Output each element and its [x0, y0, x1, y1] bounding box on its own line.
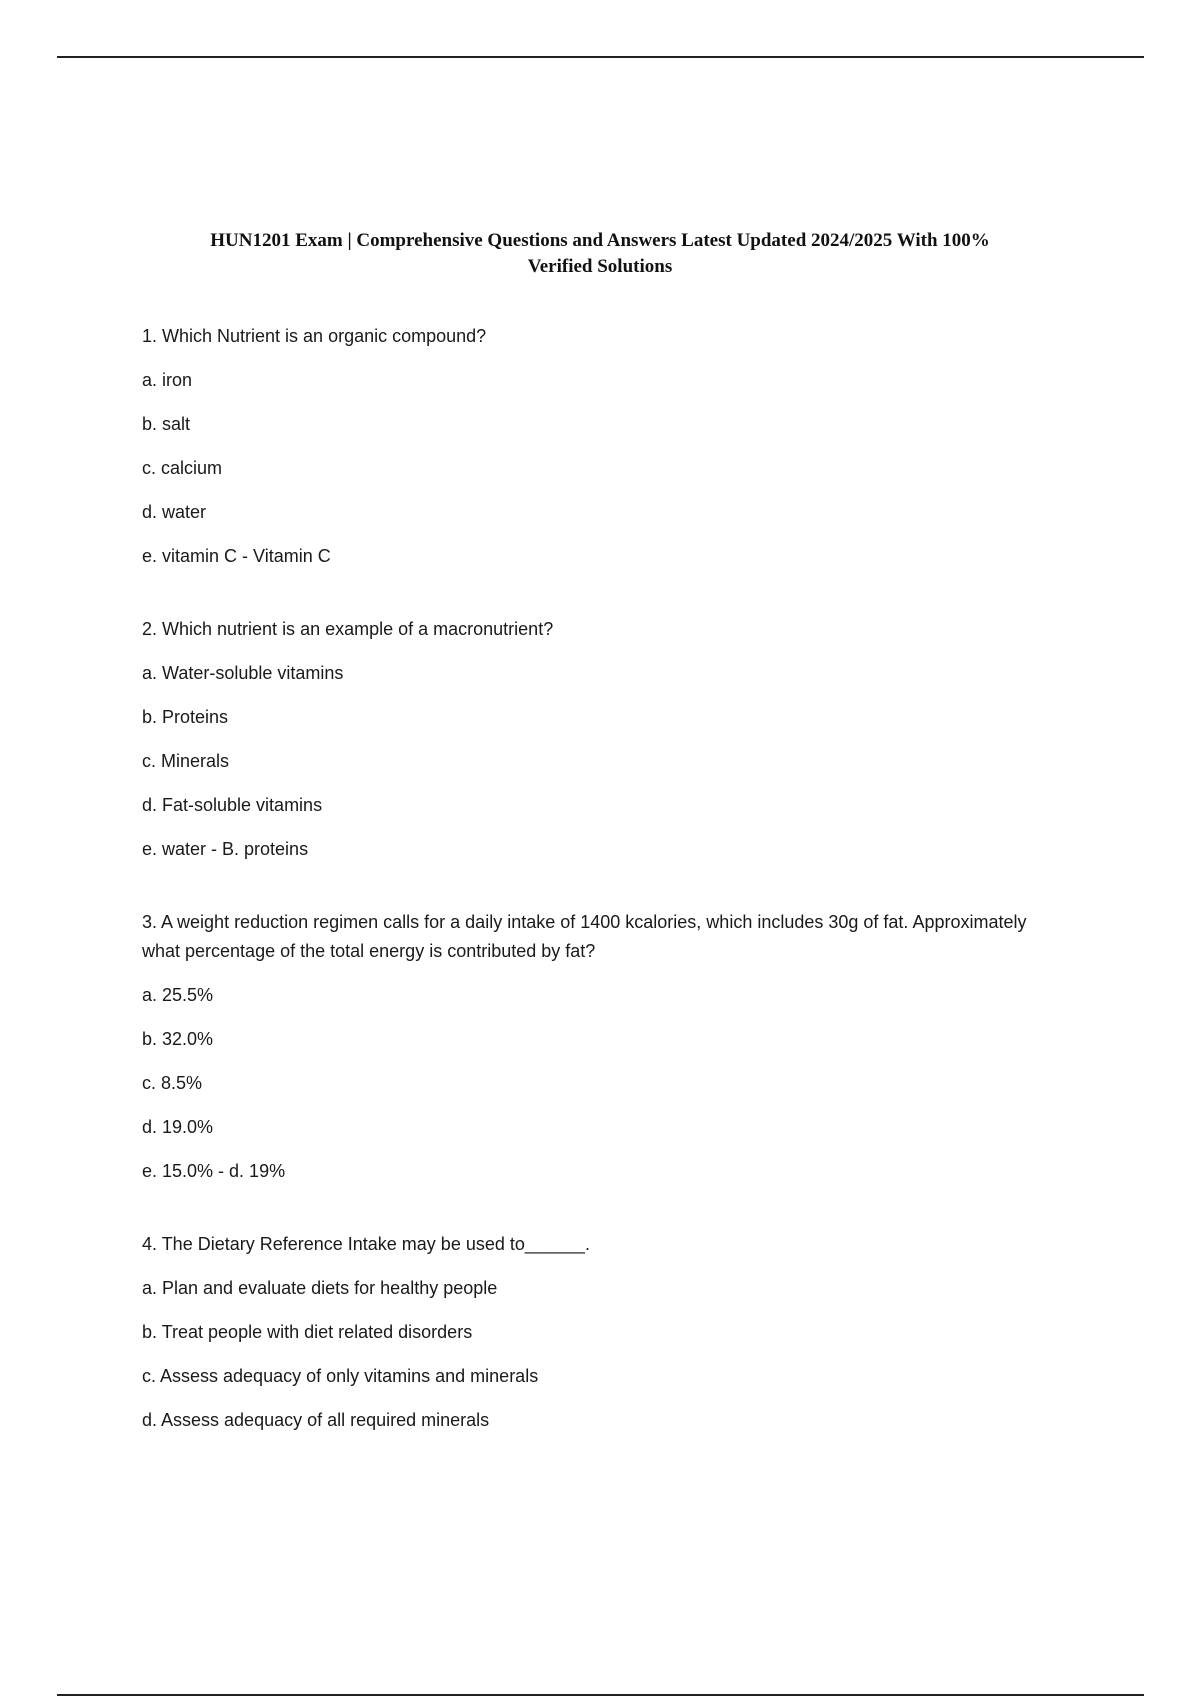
- answer-option: a. iron: [142, 370, 193, 390]
- question-3: [142, 908, 1042, 1186]
- answer-option: a. Plan and evaluate diets for healthy people: [142, 1278, 498, 1298]
- question-list: [142, 322, 1042, 1435]
- title-line-1: HUN1201 Exam | Comprehensive Questions and Answers Latest Updated 2024/2025 With 100%: [210, 229, 990, 251]
- answer-option: b. salt: [142, 414, 191, 434]
- question-stem: 3. A weight reduction regimen calls for a daily intake of 1400 kcalories, which includes 30g of fat. Approximately what percentage of the total energy is contributed by fat?: [142, 912, 1032, 961]
- answer-option: d. Fat-soluble vitamins: [142, 795, 323, 815]
- answer-option: c. Assess adequacy of only vitamins and minerals: [142, 1366, 539, 1386]
- answer-option: a. Water-soluble vitamins: [142, 663, 344, 683]
- answer-option: c. 8.5%: [142, 1073, 203, 1093]
- answer-option: d. 19.0%: [142, 1117, 214, 1137]
- answer-option: d. water: [142, 502, 207, 522]
- question-stem: 4. The Dietary Reference Intake may be used to______.: [142, 1234, 590, 1254]
- answer-option: c. Minerals: [142, 751, 230, 771]
- answer-option: d. Assess adequacy of all required minerals: [142, 1410, 490, 1430]
- question-2: [142, 615, 1042, 864]
- question-stem: 2. Which nutrient is an example of a macronutrient?: [142, 619, 554, 639]
- question-1: [142, 322, 1042, 571]
- answer-option: a. 25.5%: [142, 985, 214, 1005]
- question-4: [142, 1230, 1042, 1435]
- answer-option: c. calcium: [142, 458, 223, 478]
- answer-option: e. 15.0% - d. 19%: [142, 1161, 286, 1181]
- top-divider: [57, 56, 1144, 58]
- answer-option: b. Proteins: [142, 707, 229, 727]
- answer-option: e. water - B. proteins: [142, 839, 309, 859]
- bottom-divider: [57, 1694, 1144, 1696]
- question-stem: 1. Which Nutrient is an organic compound?: [142, 326, 487, 346]
- title-line-2: Verified Solutions: [527, 255, 673, 277]
- document-title: [120, 228, 1080, 280]
- answer-option: b. 32.0%: [142, 1029, 214, 1049]
- answer-option: e. vitamin C - Vitamin C: [142, 546, 331, 566]
- answer-option: b. Treat people with diet related disorders: [142, 1322, 473, 1342]
